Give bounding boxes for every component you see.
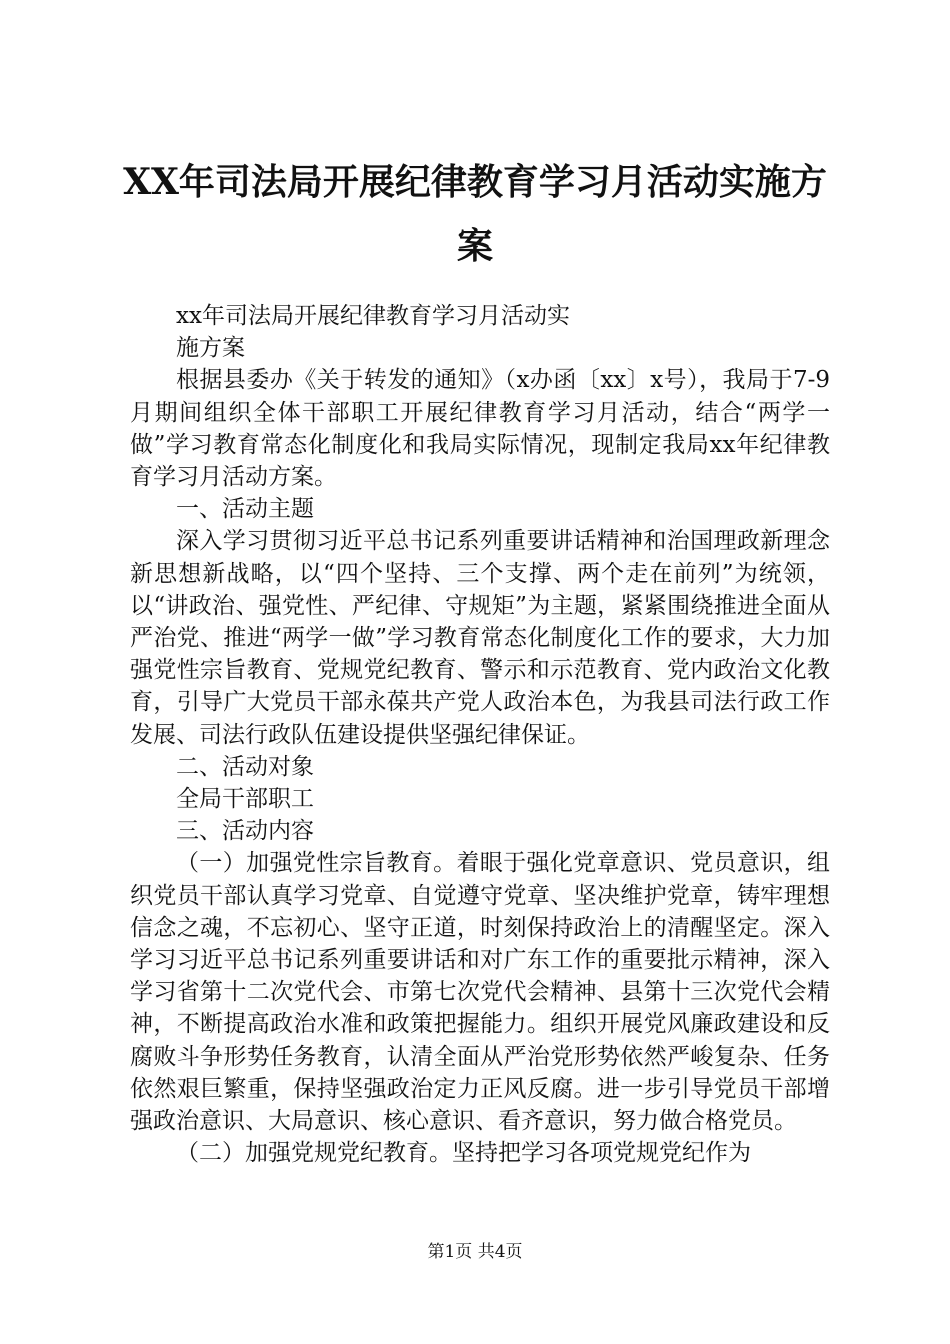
title-line-2: 案: [456, 225, 493, 267]
document-title: [120, 150, 830, 278]
section-heading: 三、活动内容: [176, 818, 314, 845]
title-line-1: XX年司法局开展纪律教育学习月活动实施方: [123, 161, 827, 203]
paragraph: 深入学习贯彻习近平总书记系列重要讲话精神和治国理政新理念新思想新战略，以“四个坚持、三个支撑、两个走在前列”为统领，以“讲政治、强党性、严纪律、守规矩”为主题，紧紧围绕推进全面从严治党、推进“两学一做”学习教育常态化制度化工作的要求，大力加强党性宗旨教育、党规党纪教育、警示和示范教育、党内政治文化教育，引导广大党员干部永葆共产党人政治本色，为我县司法行政工作发展、司法行政队伍建设提供坚强纪律保证。: [130, 528, 830, 748]
section-heading: 二、活动对象: [176, 753, 314, 780]
paragraph: 全局干部职工: [176, 786, 314, 813]
paragraph: xx年司法局开展纪律教育学习月活动实: [176, 303, 570, 329]
paragraph: （二）加强党规党纪教育。坚持把学习各项党规党纪作为: [176, 1140, 751, 1167]
paragraph: 施方案: [176, 335, 245, 362]
paragraph: （一）加强党性宗旨教育。着眼于强化党章意识、党员意识，组织党员干部认真学习党章、自觉遵守党章、坚决维护党章，铸牢理想信念之魂，不忘初心、坚守正道，时刻保持政治上的清醒坚定。深入学习习近平总书记系列重要讲话和对广东工作的重要批示精神，深入学习省第十二次党代会、市第七次党代会精神、县第十三次党代会精神，不断提高政治水准和政策把握能力。组织开展党风廉政建设和反腐败斗争形势任务教育，认清全面从严治党形势依然严峻复杂、任务依然艰巨繁重，保持坚强政治定力正风反腐。进一步引导党员干部增强政治意识、大局意识、核心意识、看齐意识，努力做合格党员。: [130, 850, 830, 1135]
document-body: [130, 300, 830, 1169]
page-footer: 第1页 共4页: [427, 1242, 523, 1262]
paragraph: 根据县委办《关于转发的通知》（x办函〔xx〕x号），我局于7-9月期间组织全体干部职工开展纪律教育学习月活动，结合“两学一做”学习教育常态化制度化和我局实际情况，现制定我局xx年纪律教育学习月活动方案。: [130, 367, 830, 491]
section-heading: 一、活动主题: [176, 496, 314, 523]
